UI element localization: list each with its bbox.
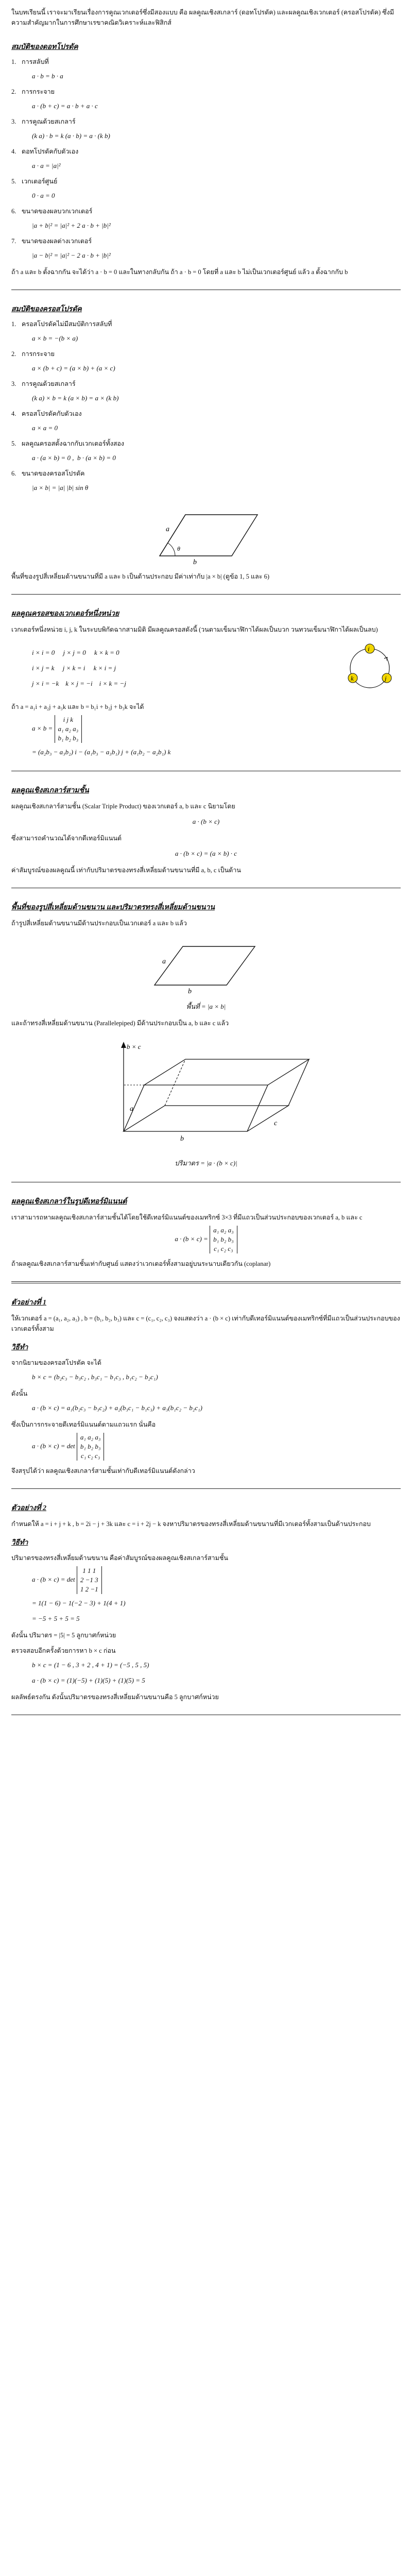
parallelogram-note: พื้นที่ของรูปสี่เหลี่ยมด้านขนานที่มี a และ b เป็นด้านประกอบ มีค่าเท่ากับ |a × b| (ดูข้อ 1, 5 และ 6) (11, 573, 269, 580)
triple-note-2: ค่าสัมบูรณ์ของผลคูณนี้ เท่ากับปริมาตรของทรงสี่เหลี่ยมด้านขนานที่มี a, b, c เป็นด้าน (11, 867, 241, 874)
item-text: เวกเตอร์ศูนย์ (22, 178, 58, 185)
det-matrix (77, 1433, 105, 1461)
example-1-title: ตัวอย่างที่ 1 (11, 1299, 46, 1307)
formula: = −5 + 5 + 5 = 5 (32, 1615, 80, 1622)
section-title-triple: ผลคูณเชิงสเกลาร์สามชั้น (11, 787, 89, 794)
example-2-conclusion: ผลลัพธ์ตรงกัน ดังนั้นปริมาตรของทรงสี่เหลี่ยมด้านขนานคือ 5 ลูกบาศก์หน่วย (11, 1693, 219, 1701)
edge (124, 1085, 144, 1131)
item-text: ครอสโปรดัคไม่มีสมบัติการสลับที่ (22, 320, 112, 328)
node-i-label: i (368, 645, 370, 653)
item-text: ดอทโปรดัคกับตัวเอง (22, 148, 79, 155)
det-prefix: a · (b × c) = det (32, 1442, 75, 1450)
unit-cross-row: j × i = −k k × j = −i i × k = −j (32, 680, 126, 687)
parallelepiped-figure (93, 1033, 319, 1152)
area-parallelogram (154, 946, 255, 985)
vector-a-label: a (166, 526, 169, 533)
edge (247, 1085, 268, 1131)
dot-property-list (11, 57, 401, 262)
node-j (382, 673, 391, 683)
item-number: 3. (11, 118, 16, 125)
example-1-solution-title: วิธีทำ (11, 1343, 28, 1351)
matrix-row: 2 −1 3 (80, 1576, 98, 1584)
item-number: 2. (11, 350, 16, 358)
arrow-head-icon (121, 1042, 126, 1048)
top-face (144, 1059, 309, 1085)
parallelogram-figure (139, 499, 273, 566)
det-prefix: a · (b × c) = (175, 1234, 208, 1243)
item-number: 5. (11, 440, 16, 447)
unit-cross-block (11, 640, 401, 697)
list-item (11, 176, 401, 187)
item-text: ขนาดของครอสโปรดัค (22, 470, 85, 477)
formula: a × (b + c) = (a × b) + (a × c) (32, 364, 115, 372)
formula: a × a = 0 (32, 424, 58, 432)
area-label-a: a (162, 958, 166, 965)
matrix-row: 1 2 −1 (80, 1585, 98, 1593)
matrix-row: c₁ c₂ c₃ (214, 1245, 233, 1252)
angle-arc (168, 543, 175, 556)
formula: ปริมาตร = |a · (b × c)| (175, 1159, 237, 1167)
area-label-b: b (188, 988, 192, 995)
node-k-label: k (351, 674, 354, 682)
example-2-title: ตัวอย่างที่ 2 (11, 1504, 46, 1512)
section-title-triple-det: ผลคูณเชิงสเกลาร์ในรูปดีเทอร์มิแนนต์ (11, 1198, 127, 1206)
item-text: ขนาดของผลบวกเวกเตอร์ (22, 208, 93, 215)
formula: a × b = −(b × a) (32, 334, 78, 342)
formula: |a × b| = |a| |b| sin θ (32, 484, 89, 492)
triple-note: ซึ่งสามารถคำนวณได้จากดีเทอร์มิแนนต์ (11, 835, 122, 842)
item-text: ครอสโปรดัคกับตัวเอง (22, 410, 82, 417)
formula: b × c = (b₂c₃ − b₃c₂ , b₃c₁ − b₁c₃ , b₁c₂ − b₂c₁) (32, 1373, 158, 1381)
det-prefix: a · (b × c) = det (32, 1575, 75, 1583)
divider (11, 594, 401, 595)
list-item (11, 236, 401, 246)
list-item (11, 468, 401, 479)
formula: = (a₂b₃ − a₃b₂) i − (a₁b₃ − a₃b₁) j + (a₁b₂ − a₂b₁) k (32, 748, 171, 756)
item-number: 1. (11, 320, 16, 328)
edge (288, 1059, 309, 1106)
volume-intro: และถ้าทรงสี่เหลี่ยมด้านขนาน (Parallelepiped) มีด้านประกอบเป็น a, b และ c แล้ว (11, 1020, 229, 1027)
label-b-cross-c: b × c (127, 1043, 141, 1050)
list-item (11, 146, 401, 157)
label-c: c (274, 1120, 278, 1127)
label-a: a (130, 1105, 133, 1113)
vector-a-line (160, 515, 185, 556)
unit-cross-row: i × i = 0 j × j = 0 k × k = 0 (32, 649, 119, 656)
parallelogram-shape (160, 515, 258, 556)
divider (11, 1281, 401, 1282)
formula: 0 · a = 0 (32, 192, 55, 199)
list-item (11, 409, 401, 419)
theta-label: θ (177, 545, 180, 552)
example-2-det (32, 1566, 401, 1594)
formula: พื้นที่ = |a × b| (186, 1003, 226, 1010)
formula: a · (a × b) = 0 , b · (a × b) = 0 (32, 454, 116, 462)
list-item (11, 319, 401, 329)
step-text: จากนิยามของครอสโปรดัค จะได้ (11, 1359, 101, 1366)
section-title-unit-cross: ผลคูณครอสของเวกเตอร์หนึ่งหน่วย (11, 610, 119, 618)
matrix-row: a₁ a₂ a₃ (213, 1226, 234, 1234)
formula: |a + b|² = |a|² + 2 a · b + |b|² (32, 222, 111, 229)
hidden-edge (165, 1059, 185, 1106)
matrix-row: c₁ c₂ c₃ (80, 1452, 100, 1460)
item-text: ขนาดของผลต่างเวกเตอร์ (22, 238, 92, 245)
coplanar-note: ถ้าผลคูณเชิงสเกลาร์สามชั้นเท่ากับศูนย์ แสดงว่าเวกเตอร์ทั้งสามอยู่บนระนาบเดียวกัน (coplanar) (11, 1260, 271, 1267)
step-text: ดังนั้น ปริมาตร = |5| = 5 ลูกบาศก์หน่วย (11, 1632, 116, 1639)
matrix-row: b₁ b₂ b₃ (213, 1235, 234, 1243)
formula: (k a) · b = k (a · b) = a · (k b) (32, 132, 110, 140)
item-text: การกระจาย (22, 88, 55, 95)
item-text: ผลคูณครอสตั้งฉากกับเวกเตอร์ทั้งสอง (22, 440, 125, 447)
cross-determinant (32, 715, 401, 743)
formula: a · (b × c) = (1)(−5) + (1)(5) + (1)(5) = 5 (32, 1676, 145, 1684)
list-item (11, 349, 401, 359)
list-item (11, 57, 401, 67)
item-number: 1. (11, 58, 16, 65)
node-j-label: j (385, 674, 387, 682)
example-2-solution-title: วิธีทำ (11, 1538, 28, 1546)
node-i (365, 644, 374, 653)
example-1-conclusion: จึงสรุปได้ว่า ผลคูณเชิงสเกลาร์สามชั้นเท่ากับดีเทอร์มิแนนต์ดังกล่าว (11, 1467, 195, 1475)
step-text: ซึ่งเป็นการกระจายดีเทอร์มิแนนต์ตามแถวแรก นั่นคือ (11, 1421, 156, 1428)
matrix-row: a₁ a₂ a₃ (80, 1433, 101, 1441)
triple-det-para: เราสามารถหาผลคูณเชิงสเกลาร์สามชั้นได้โดยใช้ดีเทอร์มิแนนต์ของเมทริกซ์ 3×3 ที่มีแถวเป็นส่วนประกอบของเวกเตอร์ a, b และ c (11, 1214, 363, 1221)
formula: b × c = (1 − 6 , 3 + 2 , 4 + 1) = (−5 , 5 , 5) (32, 1661, 149, 1669)
list-item (11, 206, 401, 216)
item-number: 4. (11, 148, 16, 155)
formula: = 1(1 − 6) − 1(−2 − 3) + 1(4 + 1) (32, 1599, 126, 1607)
matrix-row: i j k (63, 716, 74, 723)
step-text: ปริมาตรของทรงสี่เหลี่ยมด้านขนาน คือค่าสัมบูรณ์ของผลคูณเชิงสเกลาร์สามชั้น (11, 1554, 228, 1562)
list-item (11, 87, 401, 97)
cross-property-list (11, 319, 401, 494)
step-text: ตรวจสอบอีกครั้งด้วยการหา b × c ก่อน (11, 1647, 116, 1654)
item-number: 3. (11, 380, 16, 387)
list-item (11, 379, 401, 389)
example-1-problem: ให้เวกเตอร์ a = (a₁, a₂, a₃) , b = (b₁, b₂, b₃) และ c = (c₁, c₂, c₃) จงแสดงว่า a · (b × c) เท่ากับดีเทอร์มิแนนต์ของเมทริกซ์ที่มีแถวเป็นส่วนประกอบของเวกเตอร์ทั้งสาม (11, 1315, 400, 1332)
triple-det-formula (11, 1226, 401, 1253)
item-number: 6. (11, 208, 16, 215)
det-prefix: a × b = (32, 724, 53, 732)
formula: a · (b + c) = a · b + a · c (32, 102, 98, 110)
unit-cross-table (11, 643, 339, 693)
vector-b-label: b (193, 558, 197, 566)
item-number: 7. (11, 238, 16, 245)
item-number: 2. (11, 88, 16, 95)
dot-orthogonal-note: ถ้า a และ b ตั้งฉากกัน จะได้ว่า a · b = 0 และในทางกลับกัน ถ้า a · b = 0 โดยที่ a และ b ไม่เป็นเวกเตอร์ศูนย์ แล้ว a ตั้งฉากกับ b (11, 268, 348, 276)
formula: (k a) × b = k (a × b) = a × (k b) (32, 394, 119, 402)
list-item (11, 438, 401, 449)
example-1-det (32, 1433, 401, 1461)
unit-cross-intro: เวกเตอร์หนึ่งหน่วย i, j, k ในระบบพิกัดฉากสามมิติ มีผลคูณครอสดังนี้ (วนตามเข็มนาฬิกาได้ผลเป็นบวก วนทวนเข็มนาฬิกาได้ผลเป็นลบ) (11, 626, 378, 633)
det-matrix (210, 1226, 237, 1253)
matrix-row: 1 1 1 (82, 1567, 96, 1574)
step-text: ดังนั้น (11, 1390, 28, 1397)
formula: a · b = b · a (32, 72, 63, 80)
item-text: การคูณด้วยสเกลาร์ (22, 380, 76, 387)
item-text: การกระจาย (22, 350, 55, 358)
document (11, 4, 401, 1715)
formula: |a − b|² = |a|² − 2 a · b + |b|² (32, 251, 111, 259)
item-text: การสลับที่ (22, 58, 49, 65)
formula: a · (b × c) = (a × b) · c (175, 850, 237, 857)
example-2-problem: กำหนดให้ a = i + j + k , b = 2i − j + 3k และ c = i + 2j − k จงหาปริมาตรของทรงสี่เหลี่ยมด้านขนานที่มีเวกเตอร์ทั้งสามเป็นด้านประกอบ (11, 1520, 371, 1528)
item-number: 4. (11, 410, 16, 417)
section-title-area-volume: พื้นที่ของรูปสี่เหลี่ยมด้านขนาน และปริมาตรทรงสี่เหลี่ยมด้านขนาน (11, 904, 215, 911)
matrix-row: b₁ b₂ b₃ (58, 734, 79, 742)
section-title-cross-properties: สมบัติของครอสโปรดัค (11, 306, 82, 313)
unit-cross-row: i × j = k j × k = i k × i = j (32, 664, 116, 672)
divider (11, 1488, 401, 1489)
det-matrix (77, 1566, 102, 1594)
item-number: 5. (11, 178, 16, 185)
cycle-circle (350, 649, 389, 688)
triple-intro: ผลคูณเชิงสเกลาร์สามชั้น (Scalar Triple Product) ของเวกเตอร์ a, b และ c นิยามโดย (11, 803, 235, 810)
formula: a · (b × c) = a₁(b₂c₃ − b₃c₂) + a₂(b₃c₁ − b₁c₃) + a₃(b₁c₂ − b₂c₁) (32, 1404, 202, 1412)
formula: a · a = |a|² (32, 162, 61, 170)
bottom-face (124, 1106, 288, 1131)
area-intro: ถ้ารูปสี่เหลี่ยมด้านขนานมีด้านประกอบเป็นเวกเตอร์ a และ b แล้ว (11, 920, 187, 927)
det-matrix (55, 715, 82, 743)
intro-paragraph: ในบทเรียนนี้ เราจะมาเรียนเรื่องการคูณเวกเตอร์ซึ่งมีสองแบบ คือ ผลคูณเชิงสเกลาร์ (ดอทโปรดัค) และผลคูณเชิงเวกเตอร์ (ครอสโปรดัค) ซึ่งมีความสำคัญมากในการศึกษาเรขาคณิตวิเคราะห์และฟิสิกส์ (11, 9, 394, 26)
list-item (11, 116, 401, 127)
cycle-arrow-icon (384, 657, 387, 660)
area-parallelogram-figure (139, 934, 273, 995)
formula: a · (b × c) (192, 818, 220, 825)
item-text: การคูณด้วยสเกลาร์ (22, 118, 76, 125)
label-b: b (180, 1135, 184, 1143)
determinant-intro: ถ้า a = a₁i + a₂j + a₃k และ b = b₁i + b₂j + b₃k จะได้ (11, 703, 144, 710)
matrix-row: a₁ a₂ a₃ (58, 725, 79, 733)
item-number: 6. (11, 470, 16, 477)
section-title-dot-properties: สมบัติของดอทโปรดัค (11, 43, 78, 51)
matrix-row: b₁ b₂ b₃ (80, 1443, 101, 1450)
ijk-cycle-diagram (339, 640, 401, 697)
